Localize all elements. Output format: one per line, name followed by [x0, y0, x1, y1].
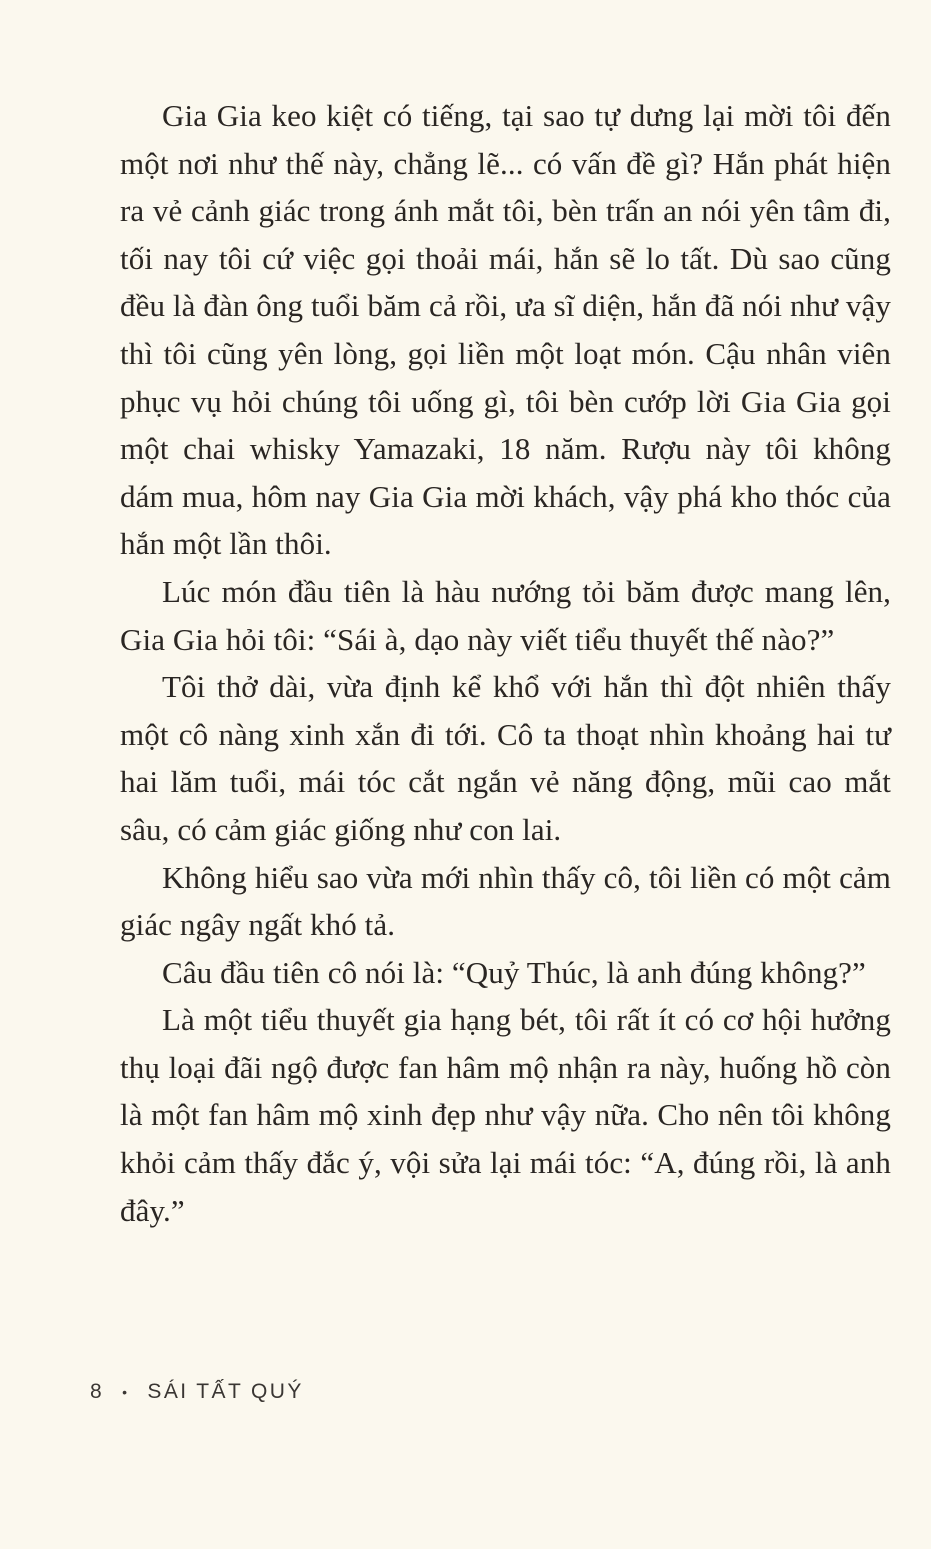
- page-number: 8: [90, 1380, 105, 1403]
- paragraph-5: Câu đầu tiên cô nói là: “Quỷ Thúc, là anh đúng không?”: [162, 954, 866, 990]
- page-footer: [90, 1380, 304, 1404]
- paragraph-1: Gia Gia keo kiệt có tiếng, tại sao tự dưng lại mời tôi đến một nơi như thế này, chẳng lẽ... có vấn đề gì? Hắn phát hiện ra vẻ cảnh giác trong ánh mắt tôi, bèn trấn an nói yên tâm đi, tối nay tôi cứ việc gọi thoải mái, hắn sẽ lo tất. Dù sao cũng đều là đàn ông tuổi băm cả rồi, ưa sĩ diện, hắn đã nói như vậy thì tôi cũng yên lòng, gọi liền một loạt món. Cậu nhân viên phục vụ hỏi chúng tôi uống gì, tôi bèn cướp lời Gia Gia gọi một chai whisky Yamazaki, 18 năm. Rượu này tôi không dám mua, hôm nay Gia Gia mời khách, vậy phá kho thóc của hắn một lần thôi.: [120, 98, 891, 562]
- paragraph-6: Là một tiểu thuyết gia hạng bét, tôi rất ít có cơ hội hưởng thụ loại đãi ngộ được fan hâm mộ nhận ra này, huống hồ còn là một fan hâm mộ xinh đẹp như vậy nữa. Cho nên tôi không khỏi cảm thấy đắc ý, vội sửa lại mái tóc: “A, đúng rồi, là anh đây.”: [120, 1002, 891, 1228]
- footer-separator: •: [122, 1384, 130, 1400]
- paragraph-2: Lúc món đầu tiên là hàu nướng tỏi băm được mang lên, Gia Gia hỏi tôi: “Sái à, dạo này viết tiểu thuyết thế nào?”: [120, 573, 891, 657]
- paragraph-4: Không hiểu sao vừa mới nhìn thấy cô, tôi liền có một cảm giác ngây ngất khó tả.: [120, 859, 891, 943]
- body-text: [120, 92, 891, 1234]
- paragraph-3: Tôi thở dài, vừa định kể khổ với hắn thì đột nhiên thấy một cô nàng xinh xắn đi tới. Cô ta thoạt nhìn khoảng hai tư hai lăm tuổi, mái tóc cắt ngắn vẻ năng động, mũi cao mắt sâu, có cảm giác giống như con lai.: [120, 669, 891, 847]
- running-title: SÁI TẤT QUÝ: [147, 1380, 304, 1403]
